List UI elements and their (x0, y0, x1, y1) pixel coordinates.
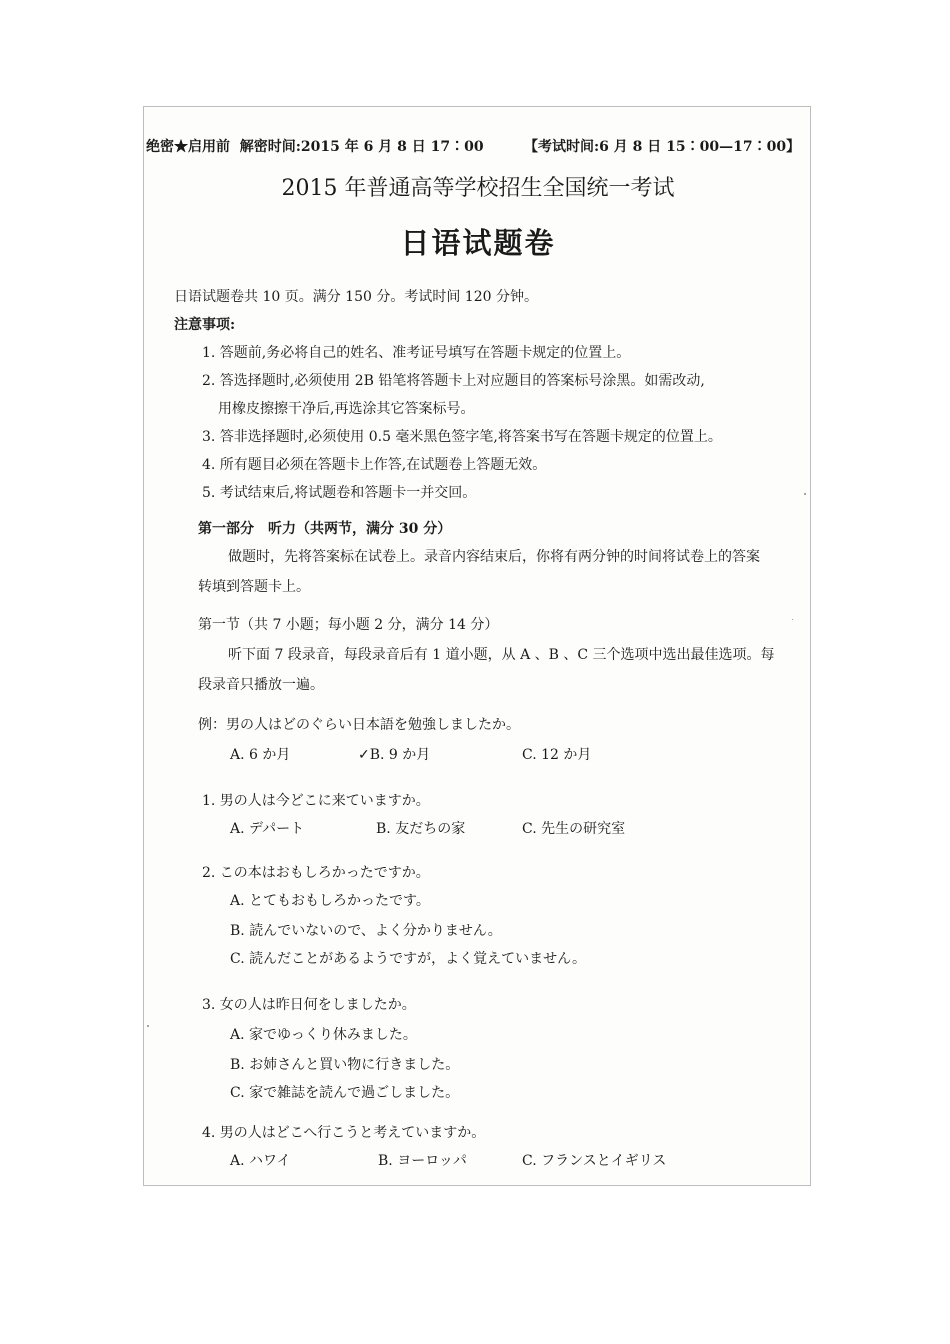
declassify-time: 解密时间:2015 年 6 月 8 日 17∶00 (239, 139, 484, 155)
question-4: 4. 男の人はどこへ行こうと考えていますか。 (202, 1125, 486, 1141)
note-item-1: 1. 答题前,务必将自己的姓名、准考证号填写在答题卡规定的位置上。 (202, 345, 631, 361)
q4-option-c: C. フランスとイギリス (522, 1153, 667, 1169)
notes-heading: 注意事项: (174, 317, 236, 333)
intro-text: 日语试题卷共 10 页。满分 150 分。考试时间 120 分钟。 (174, 289, 538, 305)
q4-option-b: B. ヨーロッパ (378, 1153, 467, 1169)
q2-option-c: C. 読んだことがあるようですが，よく覚えていません。 (230, 951, 586, 967)
note-item-5: 5. 考试结束后,将试题卷和答题卡一并交回。 (202, 485, 477, 501)
q3-option-c: C. 家で雑誌を読んで過ごしました。 (230, 1085, 460, 1101)
q4-option-a: A. ハワイ (230, 1153, 291, 1169)
section1-instructions-line2: 段录音只播放一遍。 (198, 677, 324, 693)
q1-option-a: A. デパート (230, 821, 305, 837)
part1-instructions-line2: 转填到答题卡上。 (198, 579, 310, 595)
example-option-c: C. 12 か月 (522, 747, 592, 763)
q2-option-a: A. とてもおもしろかったです。 (230, 893, 430, 909)
scan-speck (804, 493, 806, 495)
part1-instructions-line1: 做题时，先将答案标在试卷上。录音内容结束后，你将有两分钟的时间将试卷上的答案 (228, 549, 760, 565)
question-1: 1. 男の人は今どこに来ていますか。 (202, 793, 430, 809)
section1-heading: 第一节（共 7 小题；每小题 2 分，满分 14 分） (198, 617, 499, 633)
q3-option-a: A. 家でゆっくり休みました。 (230, 1027, 417, 1043)
note-item-2-continued: 用橡皮擦擦干净后,再选涂其它答案标号。 (218, 401, 475, 417)
scan-speck (792, 619, 793, 620)
example-option-a: A. 6 か月 (230, 747, 291, 763)
scan-speck (147, 1025, 149, 1027)
exam-time: 【考试时间:6 月 8 日 15∶00—17∶00】 (524, 139, 801, 155)
q1-option-b: B. 友だちの家 (376, 821, 466, 837)
part1-heading: 第一部分 听力（共两节，满分 30 分） (198, 521, 452, 537)
scanned-exam-page (143, 106, 811, 1186)
paper-title: 日语试题卷 (400, 226, 556, 260)
q3-option-b: B. お姉さんと買い物に行きました。 (230, 1057, 460, 1073)
note-item-2: 2. 答选择题时,必须使用 2B 铅笔将答题卡上对应题目的答案标号涂黑。如需改动, (202, 373, 705, 389)
note-item-3: 3. 答非选择题时,必须使用 0.5 毫米黑色签字笔,将答案书写在答题卡规定的位置上。 (202, 429, 722, 445)
section1-instructions-line1: 听下面 7 段录音，每段录音后有 1 道小题，从 A 、B 、C 三个选项中选出最佳选项。每 (228, 647, 775, 663)
confidential-text: 绝密★启用前 (146, 139, 230, 155)
exam-title: 2015 年普通高等学校招生全国统一考试 (281, 176, 675, 201)
example-option-b-checked: ✓B. 9 か月 (358, 747, 431, 763)
q1-option-c: C. 先生の研究室 (522, 821, 626, 837)
confidential-label (146, 137, 484, 157)
example-question: 例：男の人はどのぐらい日本語を勉強しましたか。 (198, 717, 520, 733)
question-2: 2. この本はおもしろかったですか。 (202, 865, 430, 881)
note-item-4: 4. 所有题目必须在答题卡上作答,在试题卷上答题无效。 (202, 457, 547, 473)
question-3: 3. 女の人は昨日何をしましたか。 (202, 997, 416, 1013)
q2-option-b: B. 読んでいないので、よく分かりません。 (230, 923, 502, 939)
